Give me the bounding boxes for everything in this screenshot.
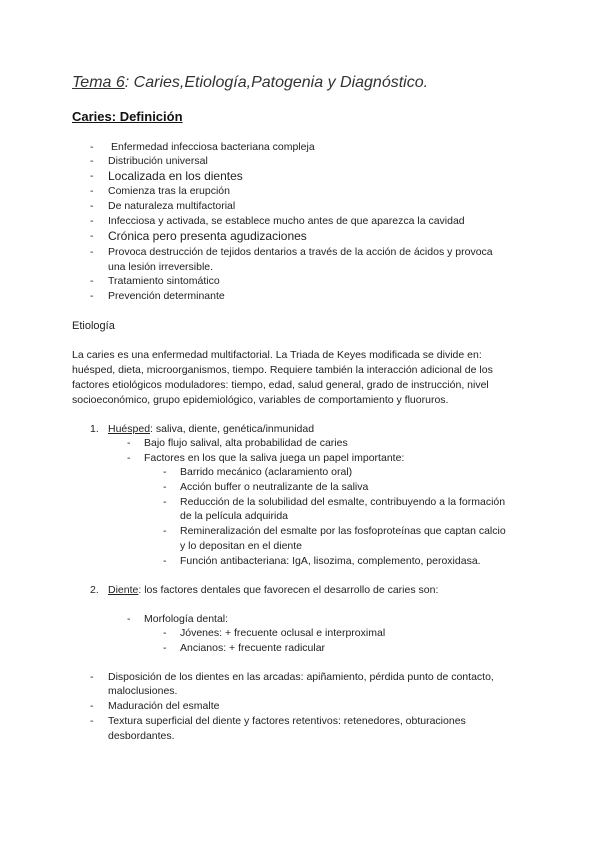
bullet-dash: - [90,671,94,683]
subsub-item-continuation: de la película adquirida [180,510,288,522]
subsub-item: Ancianos: + frecuente radicular [180,642,326,654]
list-item: Provoca destrucción de tejidos dentarios a través de la acción de ácidos y provoca [108,246,493,258]
bullet-dash: - [90,230,94,242]
bullet-dash: - [90,141,94,153]
definicion-heading: Caries: Definición [72,109,183,124]
sub-item: Factores en los que la saliva juega un papel importante: [144,452,405,464]
subsub-item: Función antibacteriana: IgA, lisozima, complemento, peroxidasa. [180,555,481,567]
list-number: 1. [90,423,99,435]
subsub-item-continuation: y lo depositan en el diente [180,540,303,552]
list-number: 2. [90,584,99,596]
subsub-item: Acción buffer o neutralizante de la saliva [180,481,369,493]
list-item-continuation: maloclusiones. [108,685,178,697]
list-item: Comienza tras la erupción [108,185,230,197]
bullet-dash: - [163,627,167,639]
list-item: Infecciosa y activada, se establece mucho antes de que aparezca la cavidad [108,215,465,227]
list-item-continuation: desbordantes. [108,730,175,742]
list-item: De naturaleza multifactorial [108,200,236,212]
list-item: Disposición de los dientes en las arcadas: apiñamiento, pérdida punto de contacto, [108,671,494,683]
subsub-item: Remineralización del esmalte por las fosfoproteínas que captan calcio [180,525,506,537]
list-item: Crónica pero presenta agudizaciones [108,229,307,243]
bullet-dash: - [163,466,167,478]
bullet-dash: - [127,613,131,625]
paragraph-line: huésped, dieta, microorganismos, tiempo. Requiere también la interacción adicional de los [72,364,493,376]
paragraph-line: factores etiológicos moduladores: tiempo, edad, salud general, grado de instrucción, nivel [72,379,489,391]
bullet-dash: - [90,275,94,287]
bullet-dash: - [90,155,94,167]
bullet-dash: - [127,437,131,449]
subsub-item: Barrido mecánico (aclaramiento oral) [180,466,353,478]
list-item-continuation: una lesión irreversible. [108,261,214,273]
sub-item: Morfología dental: [144,613,229,625]
bullet-dash: - [90,185,94,197]
huesped-rest: : saliva, diente, genética/inmunidad [150,423,315,435]
bullet-dash: - [90,246,94,258]
subsub-item: Jóvenes: + frecuente oclusal e interproximal [180,627,386,639]
page-title [72,74,428,92]
paragraph-line: La caries es una enfermedad multifactorial. La Triada de Keyes modificada se divide en: [72,349,482,361]
bullet-dash: - [90,200,94,212]
title-rest: : Caries,Etiología,Patogenia y Diagnóstico. [124,74,429,91]
list-item: Textura superficial del diente y factores retentivos: retenedores, obturaciones [108,715,466,727]
bullet-dash: - [90,215,94,227]
sub-item: Bajo flujo salival, alta probabilidad de caries [144,437,348,449]
bullet-dash: - [163,555,167,567]
list-item: Distribución universal [108,155,208,167]
bullet-dash: - [90,290,94,302]
etiologia-heading: Etiología [72,320,115,332]
bullet-dash: - [163,481,167,493]
list-item: Prevención determinante [108,290,225,302]
huesped-label: Huésped [108,423,151,435]
subsub-item: Reducción de la solubilidad del esmalte, contribuyendo a la formación [180,496,506,508]
bullet-dash: - [163,496,167,508]
bullet-dash: - [90,700,94,712]
list-item: Enfermedad infecciosa bacteriana compleja [111,141,315,153]
bullet-dash: - [90,715,94,727]
title-tema: Tema 6 [72,74,125,91]
diente-label: Diente [108,584,139,596]
huesped-item [108,422,314,436]
bullet-dash: - [90,170,94,182]
diente-item [108,583,438,597]
list-item: Localizada en los dientes [108,169,243,183]
list-item: Maduración del esmalte [108,700,220,712]
bullet-dash: - [163,525,167,537]
diente-rest: : los factores dentales que favorecen el desarrollo de caries son: [138,584,439,596]
paragraph-line: socioeconómico, grupo epidemiológico, variables de comportamiento y fluoruros. [72,394,449,406]
bullet-dash: - [163,642,167,654]
bullet-dash: - [127,452,131,464]
list-item: Tratamiento sintomático [108,275,220,287]
